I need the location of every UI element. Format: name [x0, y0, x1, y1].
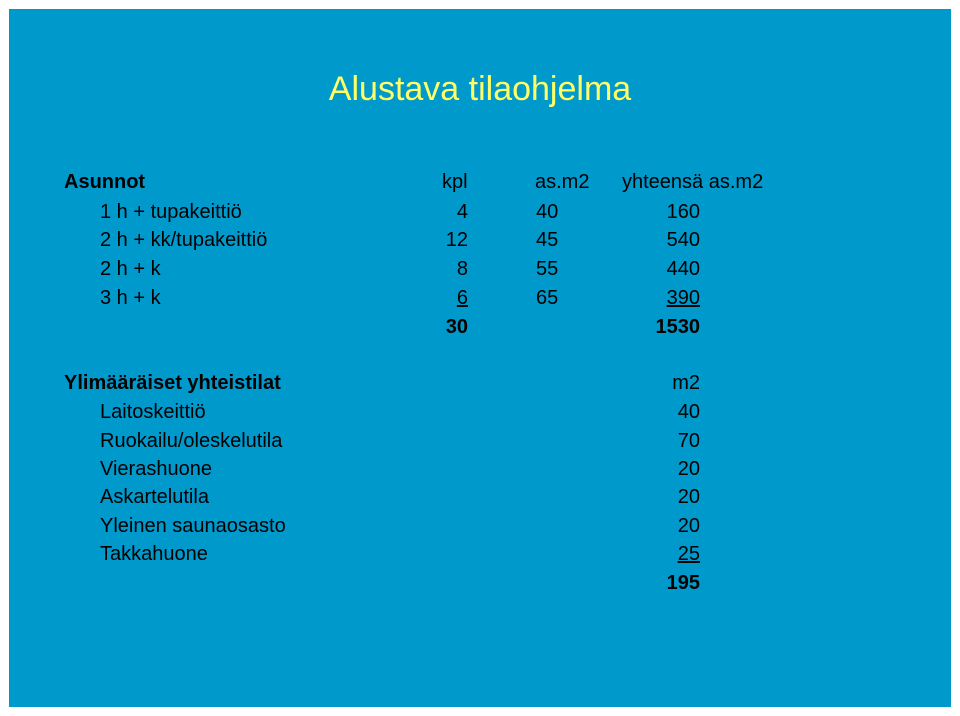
asunto-asm2: 40 [536, 201, 559, 223]
col-m2-header: m2 [672, 372, 700, 394]
tila-m2: 40 [677, 401, 700, 423]
asunto-label: 2 h + kk/tupakeittiö [100, 229, 268, 251]
col-asm2-header: as.m2 [535, 171, 590, 193]
asunnot-sum-kpl: 30 [445, 316, 468, 338]
tila-label: Takkahuone [100, 543, 208, 565]
asunto-total: 540 [666, 229, 700, 251]
tila-m2: 20 [677, 458, 700, 480]
tila-m2: 20 [677, 515, 700, 537]
tila-m2: 70 [677, 430, 700, 452]
col-kpl-header: kpl [442, 171, 468, 193]
tila-label: Yleinen saunaosasto [100, 515, 286, 537]
asunto-label: 2 h + k [100, 258, 161, 280]
yhteistilat-sum: 195 [666, 572, 700, 594]
tila-label: Ruokailu/oleskelutila [100, 430, 283, 452]
slide-title: Alustava tilaohjelma [328, 70, 632, 108]
asunto-asm2: 45 [536, 229, 559, 251]
asunto-total: 390 [666, 287, 700, 309]
asunto-kpl: 12 [445, 229, 468, 251]
tila-label: Vierashuone [100, 458, 212, 480]
slide [9, 9, 951, 707]
frame [0, 0, 960, 9]
tila-label: Laitoskeittiö [100, 401, 206, 423]
asunto-kpl: 4 [456, 201, 468, 223]
asunto-label: 3 h + k [100, 287, 161, 309]
asunto-asm2: 65 [536, 287, 559, 309]
asunto-kpl: 6 [456, 287, 468, 309]
col-total-header: yhteensä as.m2 [622, 171, 764, 193]
yhteistilat-heading: Ylimääräiset yhteistilat [64, 372, 281, 394]
asunto-total: 160 [666, 201, 700, 223]
asunto-kpl: 8 [456, 258, 468, 280]
asunto-asm2: 55 [536, 258, 559, 280]
asunto-total: 440 [666, 258, 700, 280]
tila-m2: 20 [677, 486, 700, 508]
asunnot-heading: Asunnot [64, 171, 146, 193]
tila-label: Askartelutila [100, 486, 209, 508]
asunnot-sum-total: 1530 [655, 316, 700, 338]
tila-m2: 25 [677, 543, 700, 565]
asunto-label: 1 h + tupakeittiö [100, 201, 242, 223]
